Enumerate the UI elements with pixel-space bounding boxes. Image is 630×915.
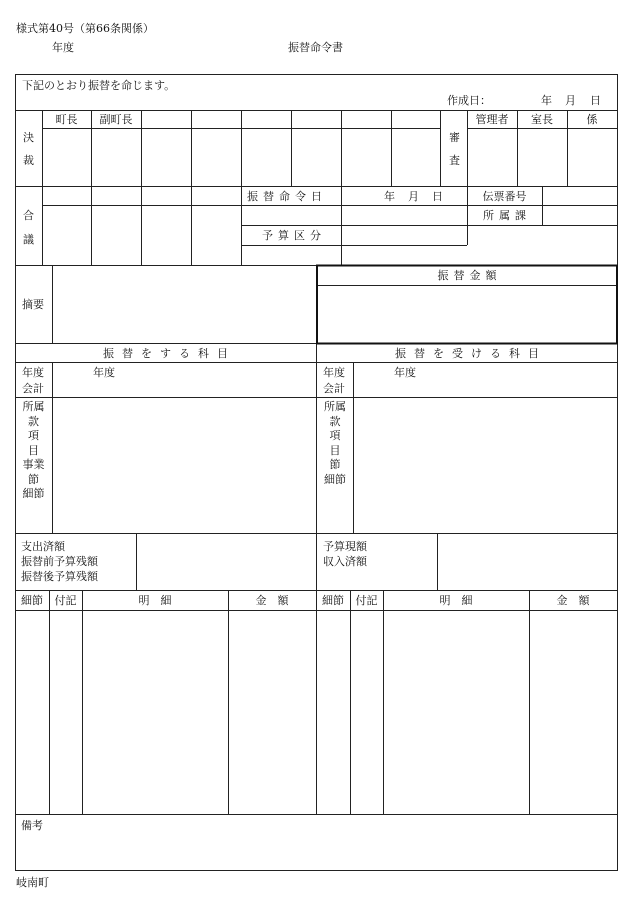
role-staff: 係 [586, 113, 598, 126]
right-header-sub-setsu: 細節 [322, 594, 344, 607]
audit-label-1: 審 [449, 131, 460, 144]
created-year: 年 [541, 94, 552, 107]
form-number: 様式第40号（第66条関係） [16, 22, 154, 35]
created-month: 月 [565, 94, 576, 107]
right-header-note: 付記 [355, 594, 378, 607]
from-code-moku: 目 [28, 443, 39, 457]
pre-transfer-balance-label: 振替前予算残額 [21, 555, 98, 568]
order-date-day: 日 [432, 190, 443, 203]
remarks-label: 備考 [21, 819, 43, 832]
department-label: 所属課 [483, 209, 531, 222]
to-code-affiliation: 所属 [324, 400, 346, 413]
consult-label-1: 合 [23, 209, 34, 222]
from-year-value-label: 年度 [93, 366, 115, 379]
left-header-sub-setsu: 細節 [21, 594, 43, 607]
order-date-month: 月 [408, 190, 419, 203]
from-code-project: 事業 [22, 458, 45, 471]
from-account-codes [15, 400, 52, 502]
to-code-setsu: 節 [329, 458, 341, 471]
from-code-setsu: 節 [28, 472, 39, 486]
spent-amount-label: 支出済額 [21, 540, 65, 553]
to-code-moku: 目 [329, 443, 341, 457]
approval-label-1: 決 [23, 131, 34, 144]
consult-label-2: 議 [23, 233, 34, 246]
right-header-amount: 金 額 [556, 594, 590, 607]
to-code-sub-setsu: 細節 [324, 472, 346, 486]
to-year-value-label: 年度 [394, 366, 416, 379]
role-section-chief: 室長 [531, 113, 553, 126]
from-account-label: 会計 [22, 382, 44, 395]
to-section-title: 振替を受ける科目 [395, 347, 547, 360]
role-deputy-mayor: 副町長 [99, 113, 133, 126]
from-year-label: 年度 [22, 366, 44, 379]
left-header-detail: 明 細 [138, 594, 172, 607]
town-name: 岐南町 [16, 876, 49, 889]
post-transfer-balance-label: 振替後予算残額 [21, 570, 98, 583]
left-header-note: 付記 [54, 594, 77, 607]
intro-text: 下記のとおり振替を命じます。 [22, 79, 176, 92]
from-code-affiliation: 所属 [22, 400, 45, 413]
summary-label: 摘要 [22, 298, 44, 311]
created-day: 日 [590, 94, 601, 107]
received-amount-label: 収入済額 [323, 555, 367, 568]
to-account-codes [317, 400, 353, 487]
role-mayor: 町長 [55, 113, 78, 126]
to-year-label: 年度 [323, 366, 345, 379]
transfer-amount-label: 振替金額 [437, 269, 502, 282]
audit-label-2: 査 [449, 154, 460, 167]
role-manager: 管理者 [475, 113, 509, 126]
from-code-kou: 項 [28, 429, 39, 442]
approval-label-2: 裁 [23, 154, 34, 167]
right-header-detail: 明 細 [439, 594, 473, 607]
to-code-kan: 款 [329, 414, 341, 428]
created-date-label: 作成日： [447, 94, 491, 107]
document-title: 振替命令書 [288, 41, 343, 54]
order-date-label: 振替命令日 [247, 190, 327, 203]
to-account-label: 会計 [323, 382, 345, 395]
current-budget-label: 予算現額 [323, 540, 367, 553]
to-code-kou: 項 [329, 429, 341, 442]
from-code-sub-setsu: 細節 [22, 487, 45, 500]
from-code-kan: 款 [28, 414, 39, 428]
budget-category-label: 予算区分 [262, 229, 326, 242]
slip-number-label: 伝票番号 [482, 190, 527, 203]
from-section-title: 振替をする科目 [103, 347, 236, 360]
left-header-amount: 金 額 [255, 594, 289, 607]
order-date-year: 年 [384, 190, 395, 203]
fiscal-year-label: 年度 [52, 41, 74, 54]
